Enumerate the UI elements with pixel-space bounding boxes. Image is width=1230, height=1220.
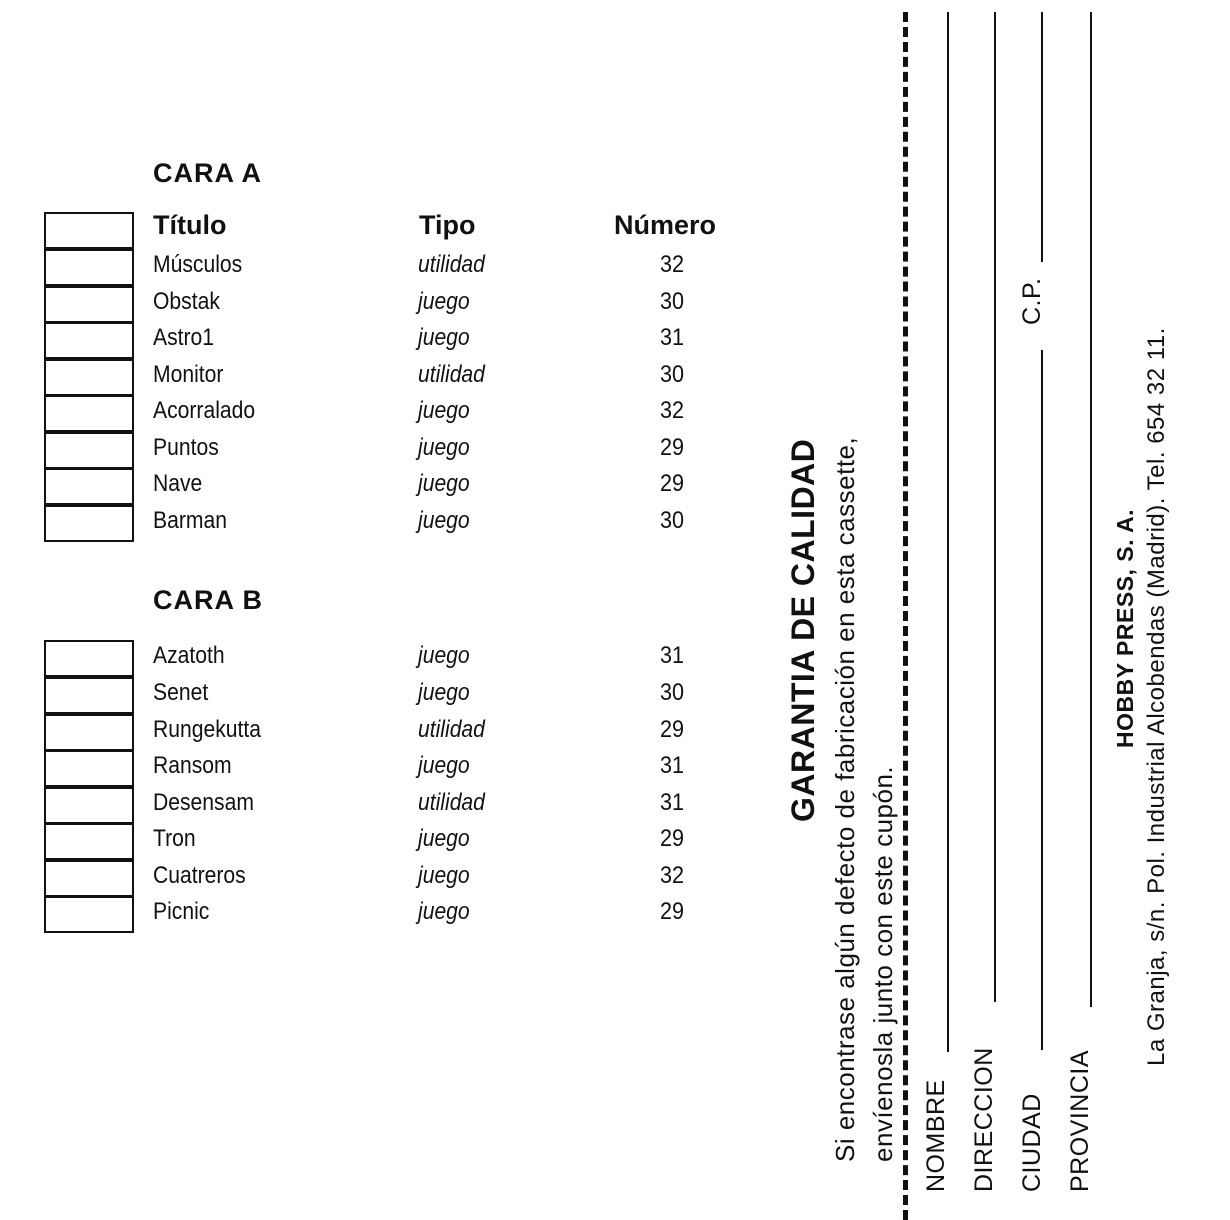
- program-name: Ransom: [153, 752, 232, 779]
- empty-checkbox[interactable]: [44, 212, 134, 249]
- direccion-label: DIRECCION: [970, 1047, 998, 1192]
- publisher-name: HOBBY PRESS, S. A.: [1112, 508, 1138, 748]
- program-checkbox[interactable]: [44, 505, 134, 542]
- program-checkbox[interactable]: [44, 714, 134, 751]
- program-checkbox[interactable]: [44, 896, 134, 933]
- program-checkbox[interactable]: [44, 286, 134, 323]
- program-name: Monitor: [153, 361, 224, 388]
- program-name: Tron: [153, 825, 196, 852]
- program-row: [0, 896, 760, 932]
- cp-field[interactable]: [1041, 12, 1043, 262]
- ciudad-field[interactable]: [1041, 350, 1043, 1050]
- program-type: utilidad: [418, 789, 485, 816]
- cara-a-title: CARA A: [153, 158, 262, 188]
- program-checkbox[interactable]: [44, 750, 134, 787]
- program-row: [0, 714, 760, 750]
- program-row: [0, 787, 760, 823]
- ciudad-label: CIUDAD: [1018, 1093, 1046, 1192]
- program-row: [0, 468, 760, 504]
- program-checkbox[interactable]: [44, 468, 134, 505]
- program-number: 31: [659, 789, 685, 816]
- program-row: [0, 286, 760, 322]
- warranty-title: GARANTIA DE CALIDAD: [785, 438, 821, 822]
- nombre-field[interactable]: [947, 12, 949, 1052]
- program-name: Barman: [153, 507, 227, 534]
- program-checkbox[interactable]: [44, 359, 134, 396]
- program-type: juego: [418, 862, 470, 889]
- program-checkbox[interactable]: [44, 677, 134, 714]
- program-number: 32: [659, 862, 685, 889]
- program-name: Puntos: [153, 434, 219, 461]
- program-number: 32: [659, 397, 685, 424]
- program-type: juego: [418, 679, 470, 706]
- program-type: utilidad: [418, 716, 485, 743]
- program-row: [0, 359, 760, 395]
- warranty-text-line-1: Si encontrase algún defecto de fabricación en esta cassette,: [830, 436, 860, 1162]
- program-row: [0, 395, 760, 431]
- program-type: juego: [418, 752, 470, 779]
- program-row: [0, 677, 760, 713]
- provincia-field[interactable]: [1090, 12, 1092, 1007]
- program-checkbox[interactable]: [44, 860, 134, 897]
- program-row: [0, 432, 760, 468]
- program-type: utilidad: [418, 361, 485, 388]
- program-type: juego: [418, 507, 470, 534]
- program-row: [0, 505, 760, 541]
- program-name: Desensam: [153, 789, 254, 816]
- program-name: Nave: [153, 470, 203, 497]
- cut-line: [903, 12, 908, 1220]
- program-type: juego: [418, 434, 470, 461]
- program-type: juego: [418, 324, 470, 351]
- program-number: 30: [659, 507, 685, 534]
- program-number: 29: [659, 825, 685, 852]
- column-header-numero: Número: [614, 210, 717, 240]
- program-type: juego: [418, 288, 470, 315]
- program-checkbox[interactable]: [44, 249, 134, 286]
- program-number: 30: [659, 288, 685, 315]
- column-header-tipo: Tipo: [419, 210, 476, 240]
- program-name: Rungekutta: [153, 716, 262, 743]
- program-row: [0, 750, 760, 786]
- program-type: juego: [418, 642, 470, 669]
- header-row-checkbox: [0, 212, 760, 248]
- program-checkbox[interactable]: [44, 432, 134, 469]
- program-number: 31: [659, 324, 685, 351]
- program-type: juego: [418, 825, 470, 852]
- program-name: Cuatreros: [153, 862, 246, 889]
- program-checkbox[interactable]: [44, 787, 134, 824]
- warranty-text-line-2: envíenosla junto con este cupón.: [868, 765, 898, 1162]
- program-checkbox[interactable]: [44, 640, 134, 677]
- program-type: juego: [418, 898, 470, 925]
- program-name: Acorralado: [153, 397, 256, 424]
- program-name: Obstak: [153, 288, 220, 315]
- program-number: 29: [659, 434, 685, 461]
- program-row: [0, 640, 760, 676]
- program-number: 31: [659, 752, 685, 779]
- program-name: Senet: [153, 679, 209, 706]
- program-number: 31: [659, 642, 685, 669]
- cp-label: C.P.: [1018, 277, 1046, 325]
- direccion-field[interactable]: [994, 12, 996, 1002]
- program-number: 29: [659, 716, 685, 743]
- program-name: Azatoth: [153, 642, 225, 669]
- publisher-address: La Granja, s/n. Pol. Industrial Alcobendas (Madrid). Tel. 654 32 11.: [1143, 327, 1170, 1066]
- program-type: juego: [418, 470, 470, 497]
- program-name: Picnic: [153, 898, 210, 925]
- nombre-label: NOMBRE: [922, 1079, 950, 1192]
- column-header-titulo: Título: [153, 210, 227, 240]
- program-checkbox[interactable]: [44, 823, 134, 860]
- program-type: utilidad: [418, 251, 485, 278]
- program-row: [0, 322, 760, 358]
- program-number: 29: [659, 470, 685, 497]
- cara-b-title: CARA B: [153, 585, 263, 615]
- program-name: Músculos: [153, 251, 243, 278]
- program-number: 30: [659, 679, 685, 706]
- provincia-label: PROVINCIA: [1066, 1049, 1094, 1192]
- program-name: Astro1: [153, 324, 215, 351]
- program-checkbox[interactable]: [44, 395, 134, 432]
- program-row: [0, 249, 760, 285]
- program-number: 29: [659, 898, 685, 925]
- program-type: juego: [418, 397, 470, 424]
- program-row: [0, 823, 760, 859]
- program-row: [0, 860, 760, 896]
- program-number: 30: [659, 361, 685, 388]
- program-checkbox[interactable]: [44, 322, 134, 359]
- program-number: 32: [659, 251, 685, 278]
